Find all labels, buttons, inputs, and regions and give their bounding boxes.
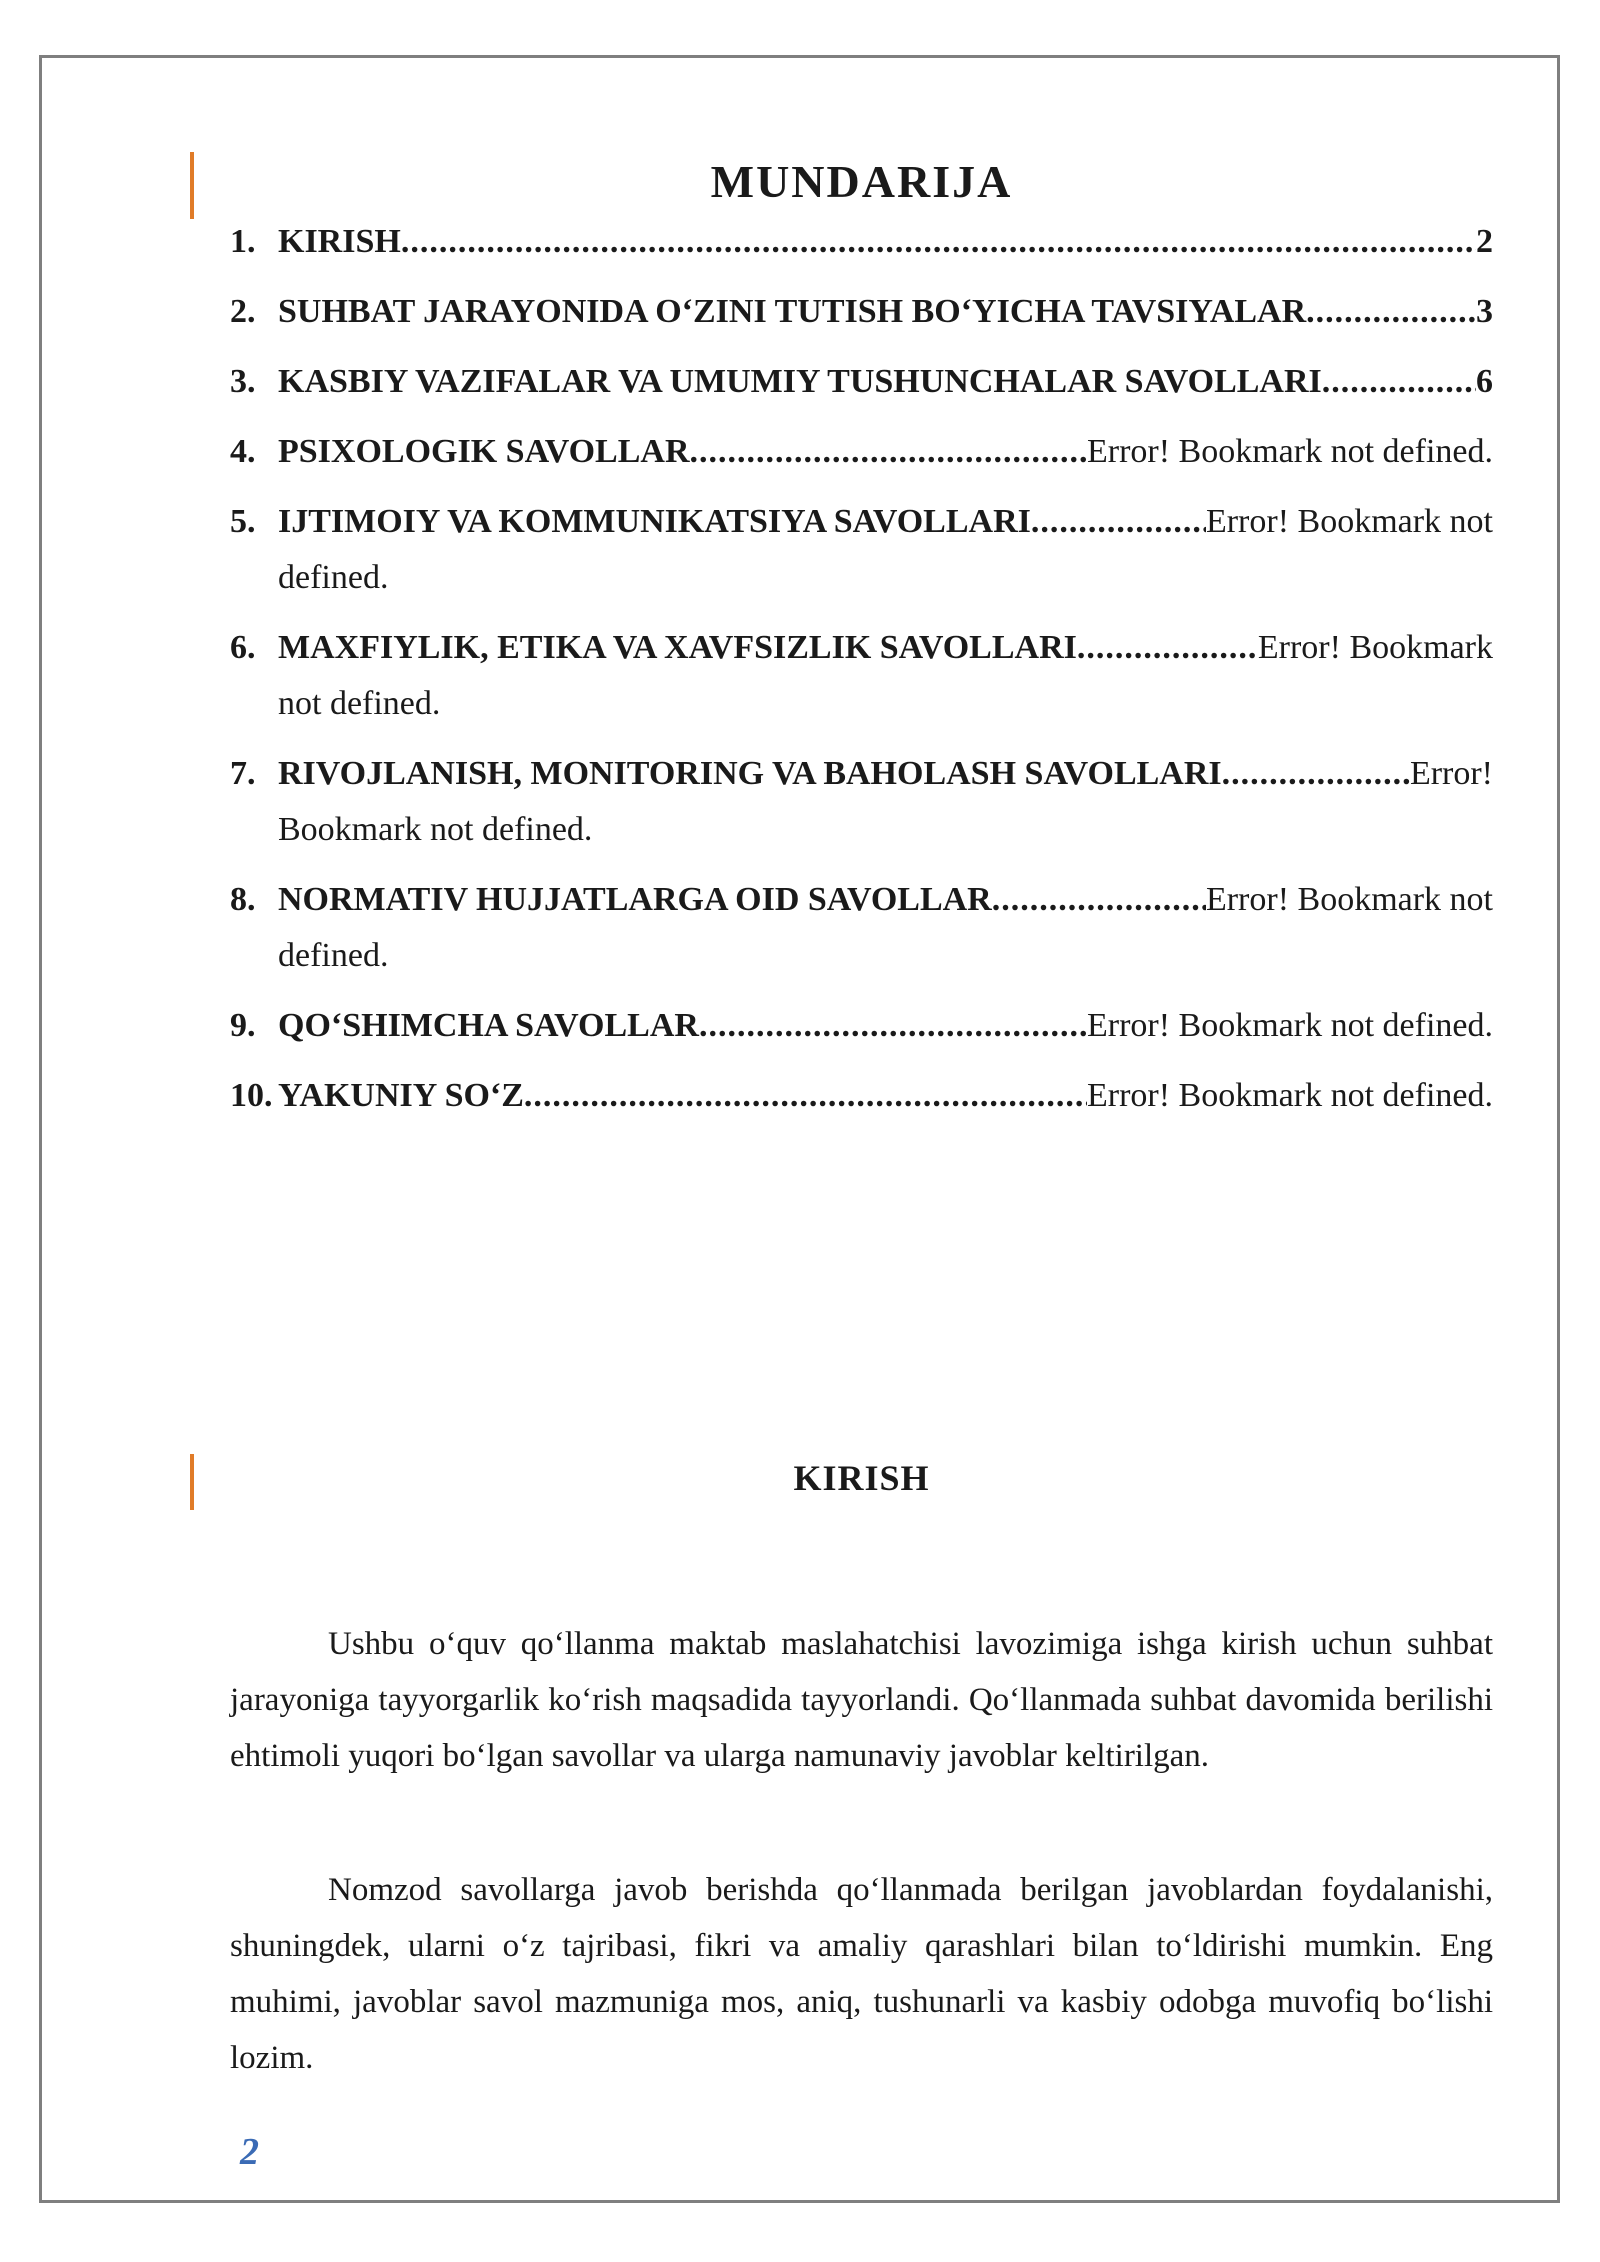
toc-entry-title: IJTIMOIY VA KOMMUNIKATSIYA SAVOLLARI bbox=[278, 503, 1031, 540]
toc-entry-page: 2 bbox=[1476, 223, 1493, 260]
toc-entry-page: Error! bbox=[1409, 755, 1493, 792]
toc-entry-number: 2. bbox=[230, 293, 256, 330]
toc-entry-page: 6 bbox=[1476, 363, 1493, 400]
toc-entry-title: MAXFIYLIK, ETIKA VA XAVFSIZLIK SAVOLLARI bbox=[278, 629, 1077, 666]
table-of-contents bbox=[230, 214, 1493, 1124]
toc-entry-number: 8. bbox=[230, 881, 256, 918]
toc-entry[interactable] bbox=[230, 494, 1493, 606]
margin-marker bbox=[190, 1454, 194, 1510]
toc-entry-page: Error! Bookmark not defined. bbox=[1087, 433, 1493, 470]
toc-leader-dots bbox=[699, 998, 1087, 1054]
toc-entry[interactable] bbox=[230, 214, 1493, 270]
toc-entry-number: 5. bbox=[230, 503, 256, 540]
toc-entry-number: 6. bbox=[230, 629, 256, 666]
toc-entry[interactable] bbox=[230, 998, 1493, 1054]
toc-leader-dots bbox=[1306, 284, 1476, 340]
toc-entry-page: Error! Bookmark not defined. bbox=[1087, 1007, 1493, 1044]
toc-entry-title: RIVOJLANISH, MONITORING VA BAHOLASH SAVOLLARI bbox=[278, 755, 1222, 792]
toc-entry-page: Error! Bookmark bbox=[1257, 629, 1493, 666]
toc-entry-page: Error! Bookmark not defined. bbox=[1087, 1077, 1493, 1114]
toc-entry[interactable] bbox=[230, 424, 1493, 480]
toc-heading: MUNDARIJA bbox=[710, 156, 1013, 207]
toc-entry[interactable] bbox=[230, 620, 1493, 732]
toc-leader-dots bbox=[524, 1068, 1087, 1124]
toc-leader-dots bbox=[1031, 494, 1206, 550]
toc-entry-number: 9. bbox=[230, 1007, 256, 1044]
body-paragraph: Nomzod savollarga javob berishda qo‘llanmada berilgan javoblardan foydalanishi, shuningdek, ularni o‘z tajribasi, fikri va amaliy qarashlari bilan to‘ldirishi mumkin. Eng muhimi, javoblar savol mazmuniga mos, aniq, tushunarli va kasbiy odobga muvofiq bo‘lishi lozim. bbox=[230, 1872, 1493, 2076]
toc-entry[interactable] bbox=[230, 284, 1493, 340]
toc-entry-number: 7. bbox=[230, 755, 256, 792]
toc-leader-dots bbox=[1077, 620, 1258, 676]
toc-entry-title: NORMATIV HUJJATLARGA OID SAVOLLAR bbox=[278, 881, 992, 918]
toc-entry-title: KASBIY VAZIFALAR VA UMUMIY TUSHUNCHALAR SAVOLLARI bbox=[278, 363, 1322, 400]
toc-entry-continuation: defined. bbox=[278, 559, 389, 596]
toc-entry-title: PSIXOLOGIK SAVOLLAR bbox=[278, 433, 690, 470]
toc-entry-title: YAKUNIY SO‘Z bbox=[278, 1077, 524, 1114]
toc-entry[interactable] bbox=[230, 746, 1493, 858]
toc-entry[interactable] bbox=[230, 1068, 1493, 1124]
body-paragraph: Ushbu o‘quv qo‘llanma maktab maslahatchisi lavozimiga ishga kirish uchun suhbat jarayoniga tayyorgarlik ko‘rish maqsadida tayyorlandi. Qo‘llanmada suhbat davomida berilishi ehtimoli yuqori bo‘lgan savollar va ularga namunaviy javoblar keltirilgan. bbox=[230, 1626, 1493, 1774]
toc-entry-number: 3. bbox=[230, 363, 256, 400]
toc-entry[interactable] bbox=[230, 872, 1493, 984]
toc-entry-continuation: not defined. bbox=[278, 685, 441, 722]
toc-entry-title: KIRISH bbox=[278, 223, 401, 260]
toc-entry-number: 1. bbox=[230, 223, 256, 260]
toc-entry-title: QO‘SHIMCHA SAVOLLAR bbox=[278, 1007, 699, 1044]
toc-entry-continuation: defined. bbox=[278, 937, 389, 974]
toc-leader-dots bbox=[401, 214, 1476, 270]
margin-marker bbox=[190, 152, 194, 219]
toc-leader-dots bbox=[1222, 746, 1410, 802]
toc-entry[interactable] bbox=[230, 354, 1493, 410]
toc-entry-number: 4. bbox=[230, 433, 256, 470]
toc-leader-dots bbox=[992, 872, 1206, 928]
section-heading: KIRISH bbox=[793, 1458, 930, 1498]
toc-leader-dots bbox=[690, 424, 1087, 480]
toc-entry-number: 10. bbox=[230, 1077, 273, 1114]
toc-entry-title: SUHBAT JARAYONIDA O‘ZINI TUTISH BO‘YICHA TAVSIYALAR bbox=[278, 293, 1307, 330]
toc-entry-page: Error! Bookmark not bbox=[1205, 881, 1493, 918]
toc-leader-dots bbox=[1322, 354, 1476, 410]
toc-entry-page: Error! Bookmark not bbox=[1205, 503, 1493, 540]
toc-entry-page: 3 bbox=[1476, 293, 1493, 330]
page-number: 2 bbox=[240, 2131, 259, 2173]
toc-entry-continuation: Bookmark not defined. bbox=[278, 811, 593, 848]
